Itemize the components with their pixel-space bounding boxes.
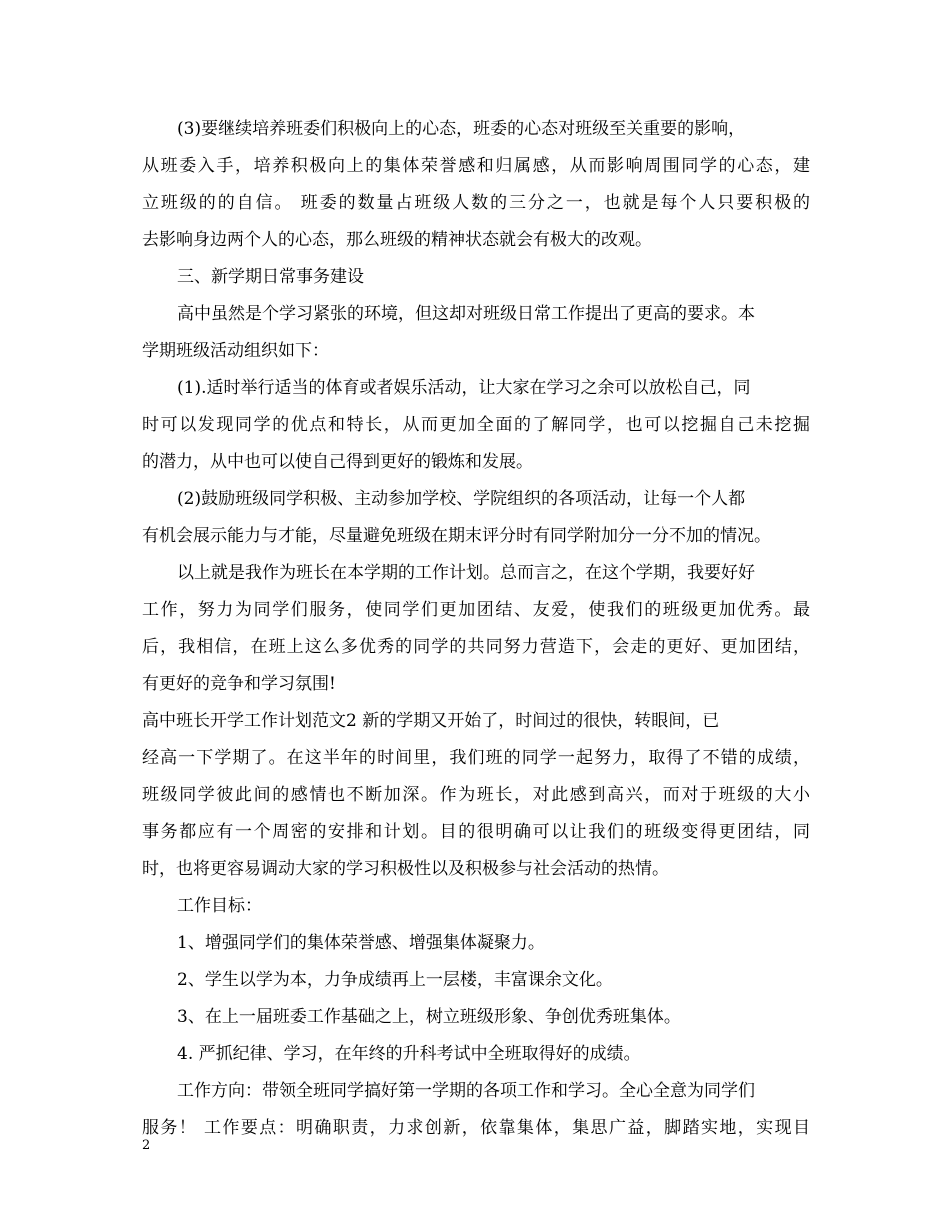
text-line: 的潜力，从中也可以使自己得到更好的锻炼和发展。: [142, 452, 533, 472]
text-line: 有更好的竞争和学习氛围!: [142, 674, 336, 694]
list-item: 1、增强同学们的集体荣誉感、增强集体凝聚力。: [177, 933, 545, 953]
text-line: 有机会展示能力与才能，尽量避免班级在期末评分时有同学附加分一分不加的情况。: [142, 526, 771, 546]
text-line: 经高一下学期了。在这半年的时间里，我们班的同学一起努力，取得了不错的成绩，: [142, 748, 810, 768]
text-line: (1).适时举行适当的体育或者娱乐活动，让大家在学习之余可以放松自己，同: [177, 378, 751, 398]
list-item: 2、学生以学为本，力争成绩再上一层楼，丰富课余文化。: [177, 970, 613, 990]
text-line: 高中虽然是个学习紧张的环境，但这却对班级日常工作提出了更高的要求。本: [177, 304, 755, 324]
text-line: 班级同学彼此间的感情也不断加深。作为班长，对此感到高兴，而对于班级的大小: [142, 785, 810, 805]
text-line: 服务！ 工作要点：明确职责，力求创新，依靠集体，集思广益，脚踏实地，实现目: [142, 1118, 810, 1138]
text-line: 时，也将更容易调动大家的学习积极性以及积极参与社会活动的热情。: [142, 859, 669, 879]
text-line: 事务都应有一个周密的安排和计划。目的很明确可以让我们的班级变得更团结，同: [142, 822, 810, 842]
list-item: 3、在上一届班委工作基础之上，树立班级形象、争创优秀班集体。: [177, 1007, 681, 1027]
text-line: 以上就是我作为班长在本学期的工作计划。总而言之，在这个学期，我要好好: [177, 563, 755, 583]
page-number: 2: [142, 1138, 151, 1153]
text-line: 高中班长开学工作计划范文2 新的学期又开始了，时间过的很快，转眼间，已: [142, 711, 720, 731]
text-line: 工作，努力为同学们服务，使同学们更加团结、友爱，使我们的班级更加优秀。最: [142, 600, 810, 620]
section-heading: 三、新学期日常事务建设: [177, 267, 364, 287]
list-item: 4. 严抓纪律、学习，在年终的升科考试中全班取得好的成绩。: [177, 1044, 641, 1064]
text-line: 学期班级活动组织如下：: [142, 341, 329, 361]
text-line: 立班级的的自信。 班委的数量占班级人数的三分之一，也就是每个人只要积极的: [142, 193, 810, 213]
text-line: 时可以发现同学的优点和特长，从而更加全面的了解同学，也可以挖掘自己未挖掘: [142, 415, 810, 435]
text-line: (2)鼓励班级同学积极、主动参加学校、学院组织的各项活动，让每一个人都: [177, 489, 746, 509]
text-line: 从班委入手，培养积极向上的集体荣誉感和归属感，从而影响周围同学的心态，建: [142, 156, 810, 176]
text-line: 去影响身边两个人的心态，那么班级的精神状态就会有极大的改观。: [142, 230, 652, 250]
text-line: (3)要继续培养班委们积极向上的心态，班委的心态对班级至关重要的影响，: [177, 119, 746, 139]
text-line: 工作方向：带领全班同学搞好第一学期的各项工作和学习。全心全意为同学们: [177, 1081, 755, 1101]
section-heading: 工作目标：: [177, 896, 262, 916]
text-line: 后，我相信，在班上这么多优秀的同学的共同努力营造下，会走的更好、更加团结，: [142, 637, 810, 657]
